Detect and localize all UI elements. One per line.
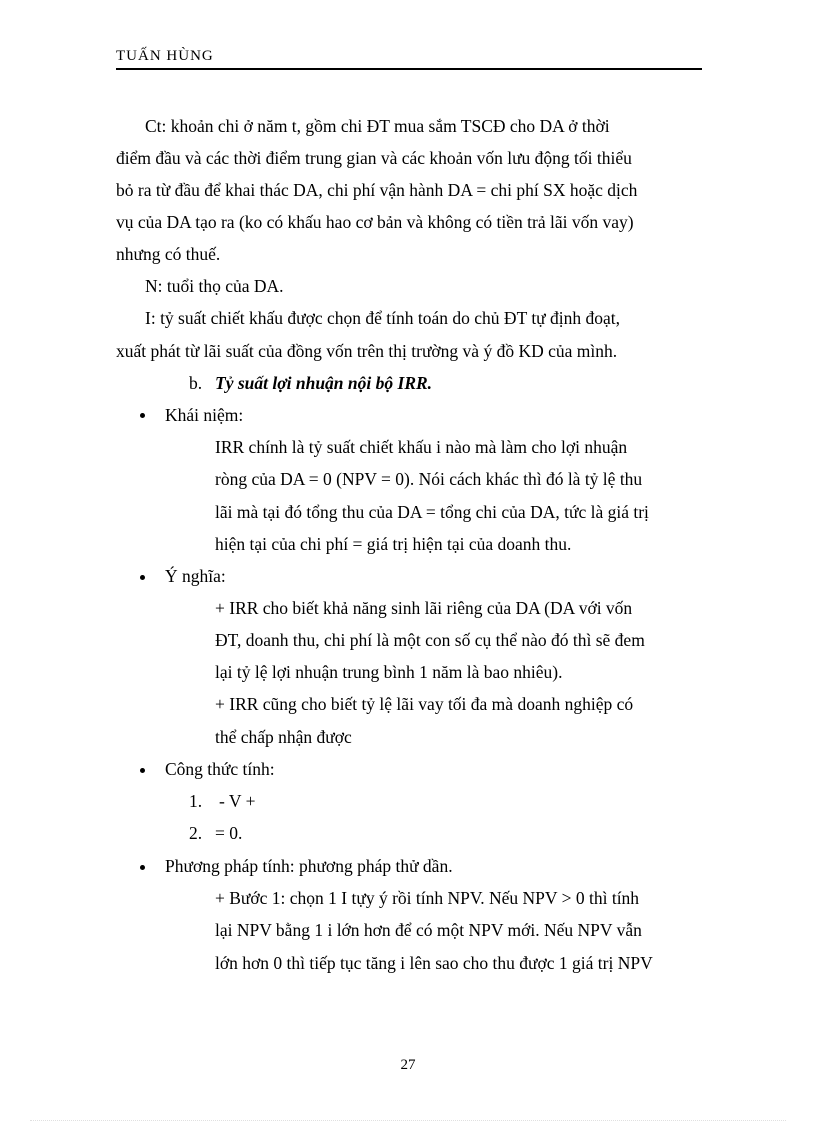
method-title: Phương pháp tính: phương pháp thử dần. [165, 856, 453, 876]
meaning-line-4: + IRR cũng cho biết tỷ lệ lãi vay tối đa mà doanh nghiệp có [215, 694, 634, 714]
meaning-title: Ý nghĩa: [165, 566, 226, 586]
formula-num-1: 1. [189, 791, 203, 811]
formula-title: Công thức tính: [165, 759, 275, 779]
section-b-label: b. [189, 373, 203, 393]
method-line-2: lại NPV bằng 1 i lớn hơn để có một NPV mới. Nếu NPV vẫn [215, 920, 642, 940]
formula-text-1: - V + [219, 791, 256, 811]
ct-line-1: Ct: khoản chi ở năm t, gồm chi ĐT mua sắm TSCĐ cho DA ở thời [145, 116, 610, 136]
section-b-title: Tỷ suất lợi nhuận nội bộ IRR. [215, 373, 433, 393]
meaning-line-1: + IRR cho biết khả năng sinh lãi riêng của DA (DA với vốn [215, 598, 633, 618]
n-line: N: tuổi thọ của DA. [145, 276, 284, 296]
ct-line-3: bỏ ra từ đầu để khai thác DA, chi phí vận hành DA = chi phí SX hoặc dịch [116, 180, 638, 200]
meaning-line-2: ĐT, doanh thu, chi phí là một con số cụ thể nào đó thì sẽ đem [215, 630, 645, 650]
formula-num-2: 2. [189, 823, 203, 843]
bullet-dot [140, 575, 145, 580]
concept-line-2: ròng của DA = 0 (NPV = 0). Nói cách khác thì đó là tỷ lệ thu [215, 469, 643, 489]
method-line-3: lớn hơn 0 thì tiếp tục tăng i lên sao cho thu được 1 giá trị NPV [215, 953, 653, 973]
header-divider [116, 68, 702, 70]
i-line-1: I: tỷ suất chiết khấu được chọn để tính toán do chủ ĐT tự định đoạt, [145, 308, 621, 328]
bullet-dot [140, 865, 145, 870]
header-title: TUẤN HÙNG [116, 48, 214, 64]
page-bottom-border [30, 1120, 786, 1121]
ct-line-4: vụ của DA tạo ra (ko có khấu hao cơ bản và không có tiền trả lãi vốn vay) [116, 212, 634, 232]
meaning-line-3: lại tỷ lệ lợi nhuận trung bình 1 năm là bao nhiêu). [215, 662, 563, 682]
bullet-dot [140, 413, 145, 418]
concept-line-3: lãi mà tại đó tổng thu của DA = tổng chi của DA, tức là giá trị [215, 502, 649, 522]
concept-line-4: hiện tại của chi phí = giá trị hiện tại của doanh thu. [215, 534, 572, 554]
meaning-line-5: thể chấp nhận được [215, 727, 352, 747]
page-number: 27 [400, 1057, 416, 1073]
bullet-dot [140, 768, 145, 773]
ct-line-5: nhưng có thuế. [116, 244, 221, 264]
ct-line-2: điểm đầu và các thời điểm trung gian và các khoản vốn lưu động tối thiểu [116, 148, 632, 168]
i-line-2: xuất phát từ lãi suất của đồng vốn trên thị trường và ý đồ KD của mình. [116, 341, 618, 361]
concept-title: Khái niệm: [165, 405, 244, 425]
formula-text-2: = 0. [215, 823, 243, 843]
method-line-1: + Bước 1: chọn 1 I tựy ý rồi tính NPV. Nếu NPV > 0 thì tính [215, 888, 640, 908]
concept-line-1: IRR chính là tỷ suất chiết khấu i nào mà làm cho lợi nhuận [215, 437, 628, 457]
